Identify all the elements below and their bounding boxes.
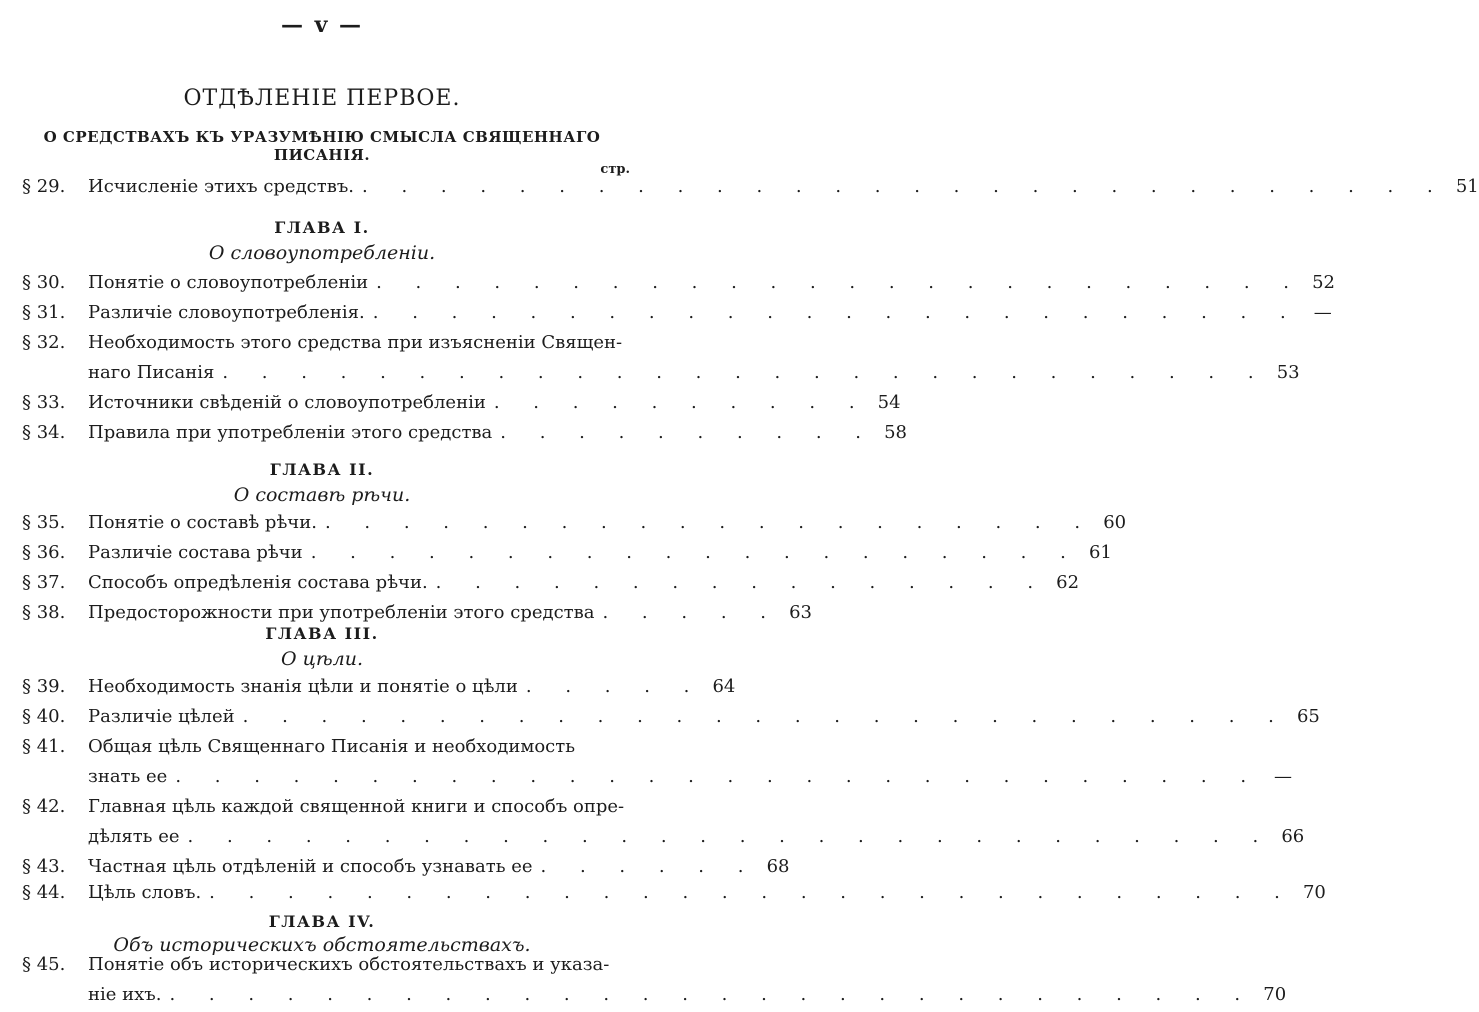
page-column-label: стр. — [600, 162, 630, 177]
entry-title-line: ніе ихъ. — [88, 984, 162, 1005]
entry-title-line: знать ее — [88, 766, 168, 787]
entry-page: 70 — [1302, 882, 1326, 903]
entry-page: 68 — [766, 856, 790, 877]
entry-title-line: Необходимость знанія цѣли и понятіе о цѣли — [88, 676, 518, 697]
entry-title-line: Понятіе объ историческихъ обстоятельствахъ и указа- — [88, 954, 610, 975]
leader-dots: . . . . . . . . . . . . . . . . — [435, 572, 1048, 593]
leader-dots: . . . . . . . . . . . . . . . . . . . . . . . . — [376, 272, 1304, 293]
entry-page: 64 — [712, 676, 736, 697]
entry-number: § 32. — [22, 332, 66, 353]
entry-page: — — [1313, 302, 1332, 323]
entry-number: § 34. — [22, 422, 66, 443]
leader-dots: . . . . . . . . . . . . . . . . . . . . . . . . — [372, 302, 1300, 323]
toc-entry-44 — [22, 878, 1326, 908]
leader-dots: . . . . . . . . . . . . . . . . . . . . . . . . . . . . — [187, 826, 1273, 847]
entry-number: § 39. — [22, 676, 66, 697]
entry-title-line: Предосторожности при употребленіи этого средства — [88, 602, 595, 623]
entry-number: § 45. — [22, 954, 66, 975]
entry-page: 63 — [789, 602, 812, 623]
entry-title-line: Источники свѣденій о словоупотребленіи — [88, 392, 486, 413]
page-folio: — v — — [280, 12, 364, 38]
entry-number: § 37. — [22, 572, 66, 593]
toc-entry-45 — [22, 950, 1287, 1010]
toc-entry-35 — [22, 508, 1127, 538]
leader-dots: . . . . . — [525, 676, 704, 697]
toc-entry-42 — [22, 792, 1305, 852]
toc-entry-37 — [22, 568, 1080, 598]
entry-page: 51 — [1455, 176, 1479, 197]
leader-dots: . . . . . . . . . . . . . . . . . . . . . . . . . . . . — [169, 984, 1255, 1005]
chapter-subtitle-1: О словоупотребленіи. — [208, 242, 436, 264]
leader-dots: . . . . . . . . . . — [500, 422, 875, 443]
entry-page: 60 — [1103, 512, 1127, 533]
chapter-subtitle-4: Объ историческихъ обстоятельствахъ. — [113, 934, 531, 956]
entry-page: 70 — [1263, 984, 1287, 1005]
entry-title-line: Различіе цѣлей — [88, 706, 235, 727]
entry-number: § 29. — [22, 176, 66, 197]
entry-title-line: Цѣль словъ. — [88, 882, 202, 903]
entry-title-line: Различіе словоупотребленія. — [88, 302, 365, 323]
chapter-subtitle-3: О цѣли. — [280, 648, 363, 670]
entry-title-line: Способъ опредѣленія состава рѣчи. — [88, 572, 428, 593]
entry-title-line: дѣлять ее — [88, 826, 180, 847]
entry-title-line: Главная цѣль каждой священной книги и способъ опре- — [88, 796, 625, 817]
leader-dots: . . . . . . . . . . . . . . . . . . . . . . . . . . . . — [209, 882, 1294, 903]
entry-number: § 35. — [22, 512, 66, 533]
entry-number: § 42. — [22, 796, 66, 817]
chapter-subtitle-2: О составѣ рѣчи. — [233, 484, 411, 506]
section-subtitle: О СРЕДСТВАХЪ КЪ УРАЗУМѢНІЮ СМЫСЛА СВЯЩЕННАГО ПИСАНІЯ. — [43, 128, 601, 164]
chapter-title-4: ГЛАВА IV. — [268, 912, 376, 931]
toc-entry-41 — [22, 732, 1293, 792]
leader-dots: . . . . . . . . . . . . . . . . . . . . . . . . . . . — [242, 706, 1288, 727]
leader-dots: . . . . . . . . . . . . . . . . . . . . . . . . . . . . — [175, 766, 1261, 787]
toc-entry-40 — [22, 702, 1320, 732]
entry-page: 65 — [1296, 706, 1320, 727]
section-title: ОТДѢЛЕНІЕ ПЕРВОЕ. — [183, 86, 461, 111]
leader-dots: . . . . . . — [540, 856, 758, 877]
toc-entry-34 — [22, 418, 907, 448]
entry-title-line: Исчисленіе этихъ средствъ. — [88, 176, 355, 197]
toc-entry-29 — [22, 172, 1479, 202]
entry-page: 58 — [884, 422, 907, 443]
leader-dots: . . . . . . . . . . . . . . . . . . . . — [324, 512, 1095, 533]
entry-number: § 31. — [22, 302, 66, 323]
entry-number: § 41. — [22, 736, 66, 757]
entry-number: § 40. — [22, 706, 66, 727]
toc-entry-33 — [22, 388, 901, 418]
toc-entry-36 — [22, 538, 1112, 568]
entry-page: 53 — [1276, 362, 1300, 383]
entry-title-line: Общая цѣль Священнаго Писанія и необходимость — [88, 736, 576, 757]
toc-entry-32 — [22, 328, 1300, 388]
leader-dots: . . . . . — [602, 602, 780, 623]
entry-title-line: Понятіе о словоупотребленіи — [88, 272, 369, 293]
entry-title-line: Необходимость этого средства при изъясненіи Священ- — [88, 332, 623, 353]
chapter-title-1: ГЛАВА I. — [274, 218, 370, 237]
entry-page: 54 — [877, 392, 901, 413]
entry-page: — — [1274, 766, 1293, 787]
entry-number: § 33. — [22, 392, 66, 413]
entry-page: 62 — [1056, 572, 1080, 593]
toc-entry-39 — [22, 672, 736, 702]
entry-title-line: Правила при употребленіи этого средства — [88, 422, 493, 443]
entry-page: 66 — [1281, 826, 1305, 847]
entry-number: § 43. — [22, 856, 66, 877]
entry-number: § 44. — [22, 882, 66, 903]
entry-title-line: Различіе состава рѣчи — [88, 542, 303, 563]
leader-dots: . . . . . . . . . . . . . . . . . . . . . . . . . . . . — [362, 176, 1447, 197]
entry-page: 61 — [1088, 542, 1112, 563]
entry-title-line: Понятіе о составѣ рѣчи. — [88, 512, 317, 533]
entry-title-line: Частная цѣль отдѣленій и способъ узнавать ее — [88, 856, 533, 877]
entry-title-line: наго Писанія — [88, 362, 215, 383]
entry-number: § 38. — [22, 602, 66, 623]
leader-dots: . . . . . . . . . . . . . . . . . . . . . . . . . . . — [222, 362, 1268, 383]
leader-dots: . . . . . . . . . . — [493, 392, 869, 413]
entry-page: 52 — [1312, 272, 1336, 293]
chapter-title-2: ГЛАВА II. — [269, 460, 375, 479]
toc-entry-30 — [22, 268, 1336, 298]
leader-dots: . . . . . . . . . . . . . . . . . . . . — [310, 542, 1080, 563]
toc-entry-31 — [22, 298, 1332, 328]
entry-number: § 36. — [22, 542, 66, 563]
entry-number: § 30. — [22, 272, 66, 293]
chapter-title-3: ГЛАВА III. — [265, 624, 379, 643]
